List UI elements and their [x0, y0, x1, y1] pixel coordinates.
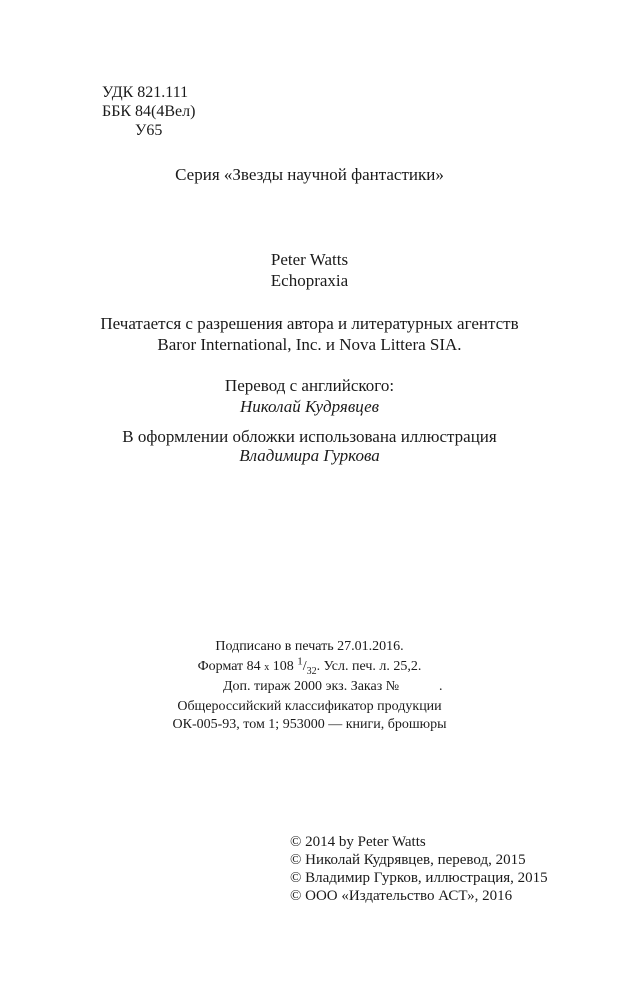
format-suffix: . Усл. печ. л. 25,2. [316, 659, 422, 674]
copyright-2: © Николай Кудрявцев, перевод, 2015 [290, 852, 526, 868]
run-text: Доп. тираж 2000 экз. Заказ № [223, 679, 400, 694]
permission-line-1: Печатается с разрешения автора и литературных агентств [100, 314, 519, 333]
author-mark: У65 [135, 122, 163, 139]
translator-name: Николай Кудрявцев [239, 397, 380, 416]
copyright-4: © ООО «Издательство АСТ», 2016 [290, 888, 513, 904]
format-times: х [264, 662, 270, 673]
permission-line-2: Baror International, Inc. и Nova Littera SIA. [157, 335, 462, 354]
translation-label: Перевод с английского: [224, 376, 395, 395]
imprint-signed: Подписано в печать 27.01.2016. [215, 639, 404, 654]
cover-artist: Владимира Гуркова [239, 446, 380, 465]
format-frac-denominator: 32 [306, 665, 317, 677]
copyright-1: © 2014 by Peter Watts [290, 834, 426, 850]
format-prefix: Формат 84 [197, 659, 261, 674]
original-title: Echopraxia [270, 271, 349, 290]
cover-label: В оформлении обложки использована иллюстрация [122, 427, 497, 446]
format-number: 108 [272, 659, 294, 674]
run-end: . [439, 679, 443, 694]
format-frac-slash: / [302, 659, 307, 674]
bbk-code: ББК 84(4Вел) [102, 103, 196, 120]
series-title: Серия «Звезды научной фантастики» [175, 165, 444, 184]
original-author: Peter Watts [270, 250, 349, 269]
udk-code: УДК 821.111 [102, 84, 189, 101]
format-frac-numerator: 1 [297, 655, 303, 668]
classifier-line-2: ОК-005-93, том 1; 953000 — книги, брошюры [172, 717, 447, 732]
imprint-run [223, 677, 399, 697]
imprint-format [0, 657, 619, 678]
classifier-line-1: Общероссийский классификатор продукции [177, 699, 442, 714]
copyright-3: © Владимир Гурков, иллюстрация, 2015 [290, 870, 548, 886]
